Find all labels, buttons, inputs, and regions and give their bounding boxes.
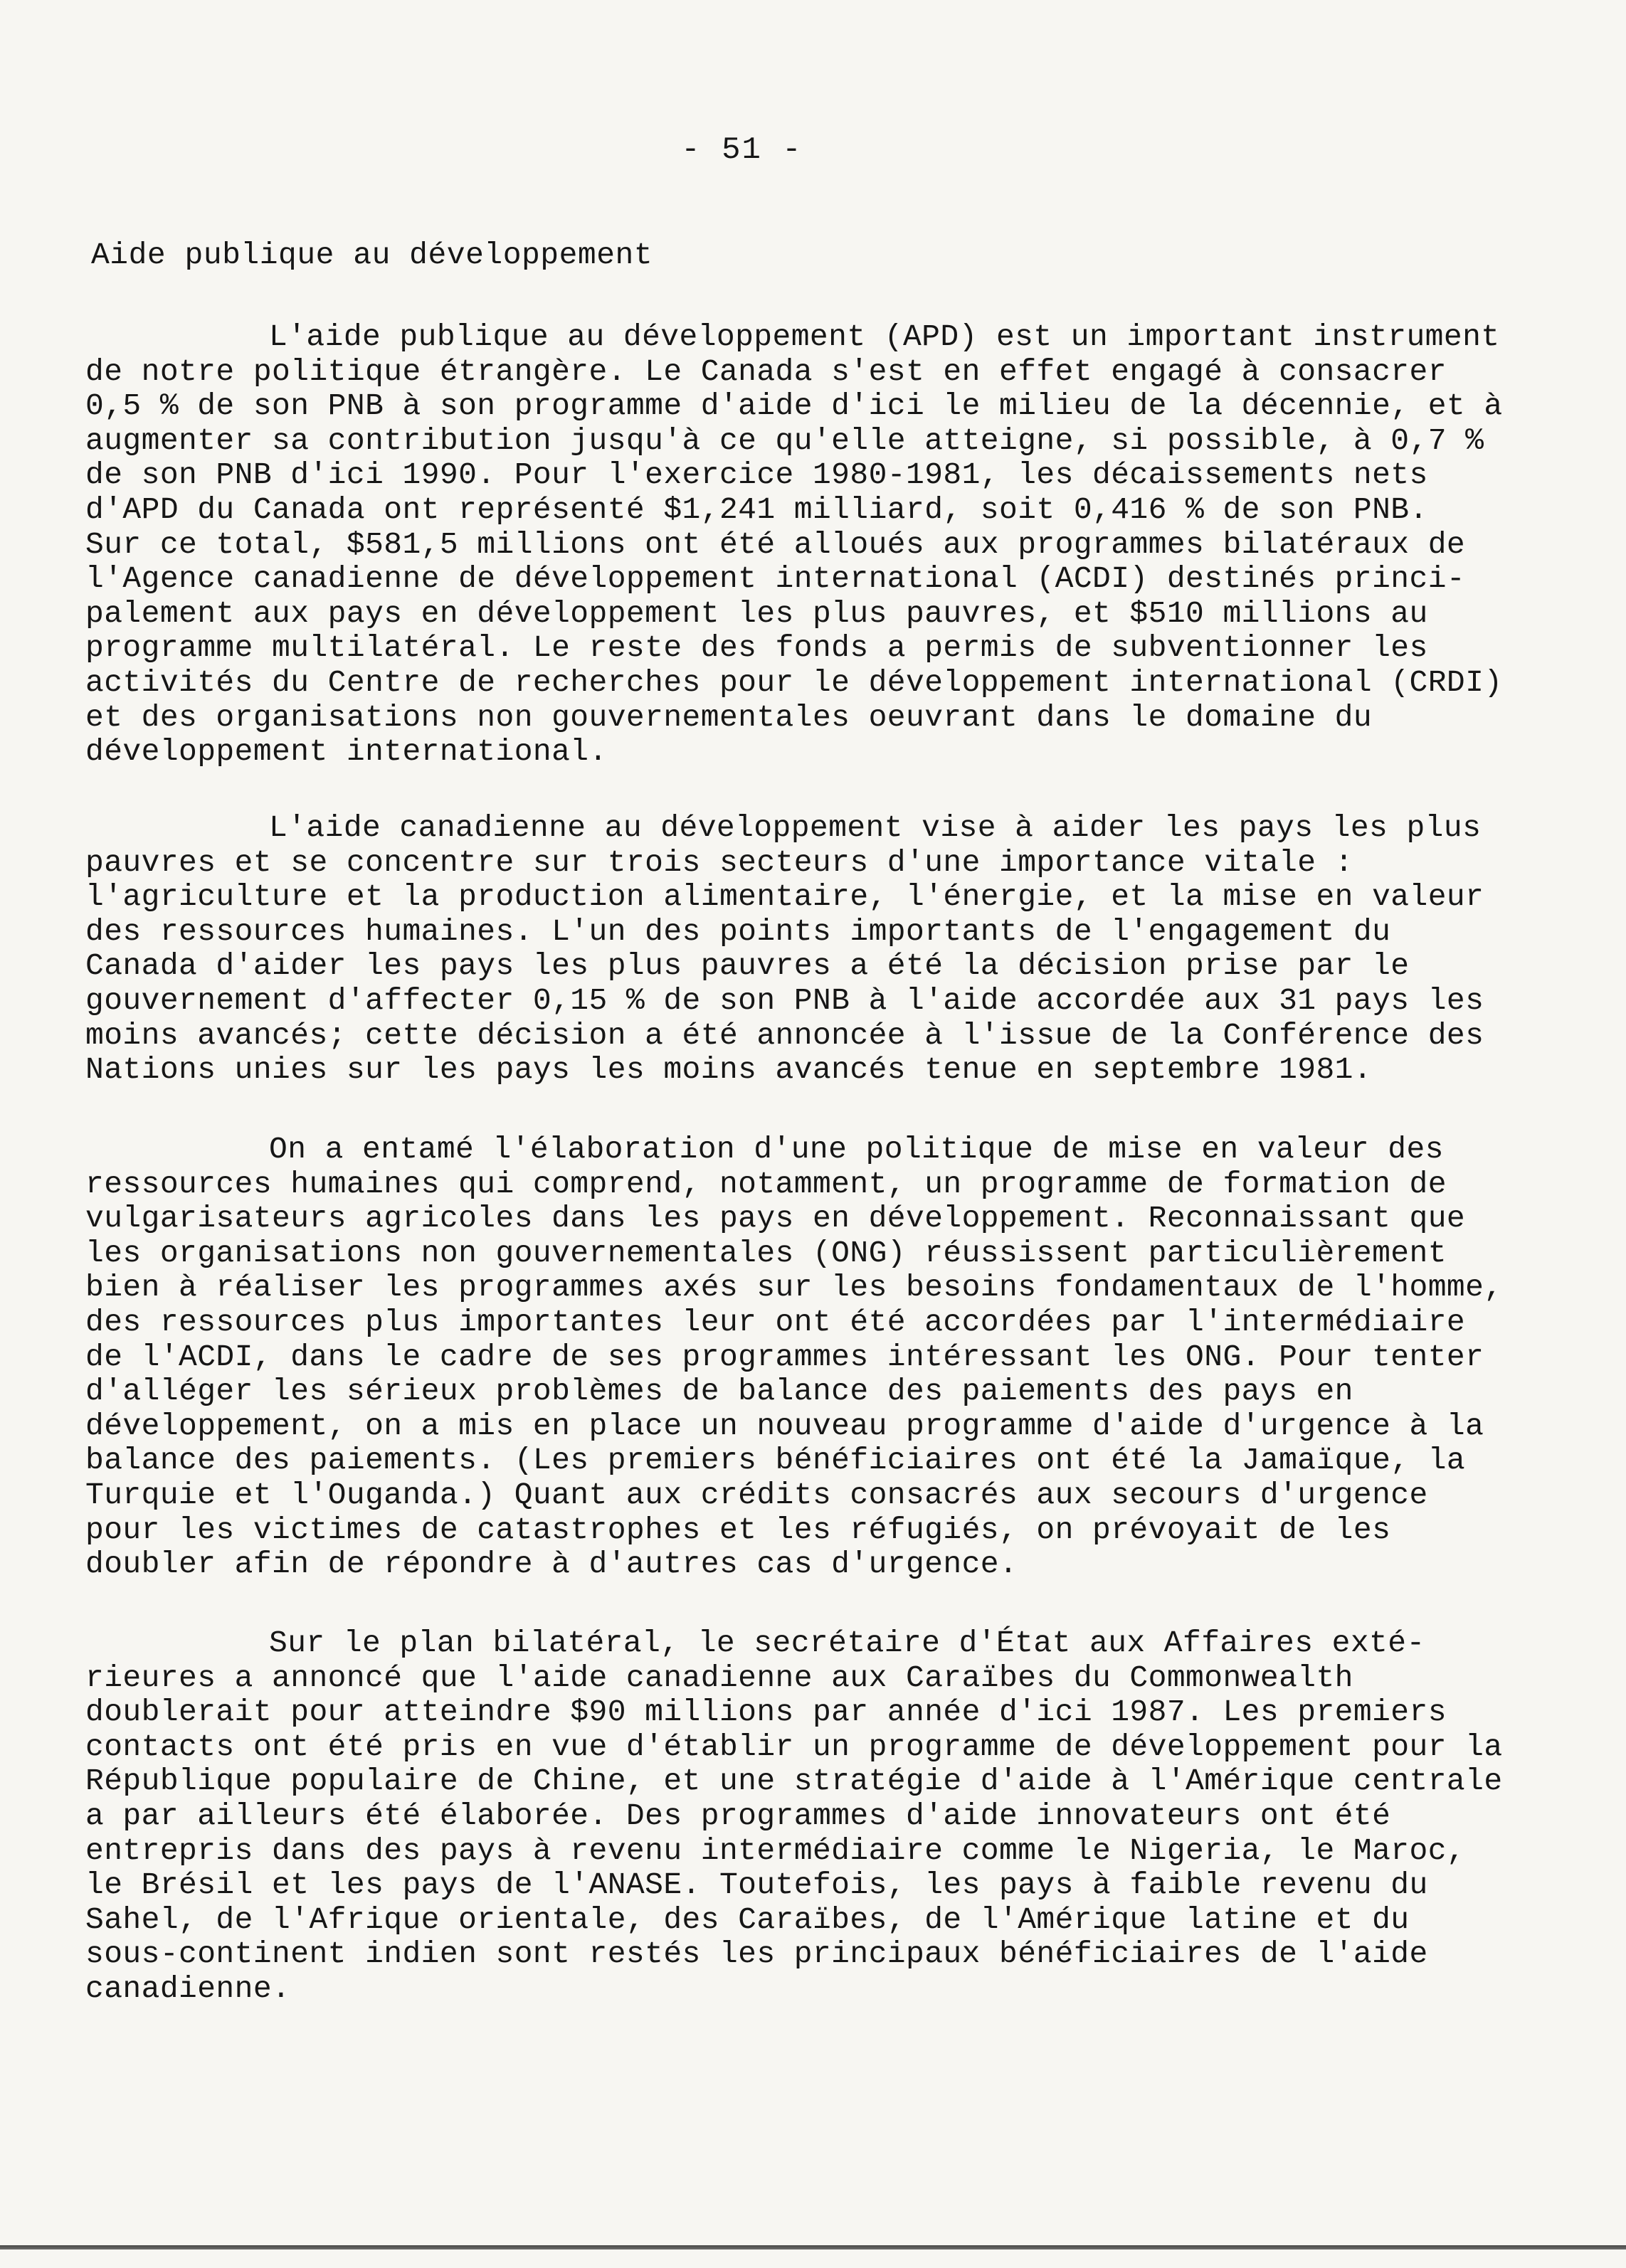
text-line: l'agriculture et la production alimentaire, l'énergie, et la mise en valeur — [85, 879, 1484, 915]
text-line: République populaire de Chine, et une stratégie d'aide à l'Amérique centrale — [85, 1764, 1503, 1799]
text-line: Canada d'aider les pays les plus pauvres a été la décision prise par le — [85, 948, 1410, 984]
text-line: Nations unies sur les pays les moins avancés tenue en septembre 1981. — [85, 1052, 1373, 1088]
text-line: développement, on a mis en place un nouveau programme d'aide d'urgence à la — [85, 1408, 1484, 1443]
text-line: rieures a annoncé que l'aide canadienne aux Caraïbes du Commonwealth — [85, 1660, 1353, 1695]
text-line: augmenter sa contribution jusqu'à ce qu'elle atteigne, si possible, à 0,7 % — [85, 423, 1484, 458]
text-line: On a entamé l'élaboration d'une politique de mise en valeur des — [269, 1132, 1444, 1167]
page-number: - 51 - — [681, 132, 803, 168]
text-line: vulgarisateurs agricoles dans les pays en développement. Reconnaissant que — [85, 1201, 1466, 1236]
text-line: ressources humaines qui comprend, notamment, un programme de formation de — [85, 1166, 1447, 1202]
text-line: entrepris dans des pays à revenu intermédiaire comme le Nigeria, le Maroc, — [85, 1833, 1466, 1868]
text-line: L'aide publique au développement (APD) est un important instrument — [269, 319, 1500, 354]
section-heading: Aide publique au développement — [91, 238, 653, 272]
text-line: des ressources plus importantes leur ont été accordées par l'intermédiaire — [85, 1304, 1466, 1340]
text-line: doubler afin de répondre à d'autres cas d'urgence. — [85, 1547, 1018, 1582]
text-line: de son PNB d'ici 1990. Pour l'exercice 1980-1981, les décaissements nets — [85, 457, 1428, 493]
paragraph-1 — [85, 319, 1503, 770]
text-line: pauvres et se concentre sur trois secteurs d'une importance vitale : — [85, 844, 1353, 880]
text-line: 0,5 % de son PNB à son programme d'aide d'ici le milieu de la décennie, et à — [85, 388, 1503, 424]
text-line: les organisations non gouvernementales (ONG) réussissent particulièrement — [85, 1235, 1447, 1271]
text-line: d'APD du Canada ont représenté $1,241 milliard, soit 0,416 % de son PNB. — [85, 492, 1428, 527]
text-line: pour les victimes de catastrophes et les réfugiés, on prévoyait de les — [85, 1512, 1391, 1547]
text-line: développement international. — [85, 734, 608, 770]
text-line: palement aux pays en développement les plus pauvres, et $510 millions au — [85, 595, 1428, 631]
text-line: doublerait pour atteindre $90 millions par année d'ici 1987. Les premiers — [85, 1695, 1447, 1730]
paragraph-2 — [85, 810, 1484, 1088]
text-line: a par ailleurs été élaborée. Des programmes d'aide innovateurs ont été — [85, 1798, 1391, 1833]
text-line: et des organisations non gouvernementales oeuvrant dans le domaine du — [85, 699, 1373, 735]
text-line: L'aide canadienne au développement vise à aider les pays les plus — [269, 810, 1482, 845]
text-line: Turquie et l'Ouganda.) Quant aux crédits consacrés aux secours d'urgence — [85, 1477, 1428, 1512]
text-line: balance des paiements. (Les premiers bénéficiaires ont été la Jamaïque, la — [85, 1443, 1466, 1478]
text-line: de l'ACDI, dans le cadre de ses programmes intéressant les ONG. Pour tenter — [85, 1339, 1484, 1374]
text-line: de notre politique étrangère. Le Canada s'est en effet engagé à consacrer — [85, 354, 1447, 389]
page-bottom-edge — [0, 2245, 1626, 2250]
text-line: bien à réaliser les programmes axés sur les besoins fondamentaux de l'homme, — [85, 1270, 1503, 1305]
text-line: l'Agence canadienne de développement international (ACDI) destinés princi- — [85, 561, 1466, 597]
text-line: moins avancés; cette décision a été annoncée à l'issue de la Conférence des — [85, 1017, 1484, 1053]
paragraph-4 — [85, 1626, 1503, 2007]
text-line: programme multilatéral. Le reste des fonds a permis de subventionner les — [85, 630, 1428, 666]
text-line: canadienne. — [85, 1971, 291, 2006]
text-line: activités du Centre de recherches pour le développement international (CRDI) — [85, 664, 1503, 700]
paragraph-3 — [85, 1132, 1503, 1582]
text-line: Sahel, de l'Afrique orientale, des Caraïbes, de l'Amérique latine et du — [85, 1902, 1410, 1937]
text-line: sous-continent indien sont restés les principaux bénéficiaires de l'aide — [85, 1936, 1428, 1972]
text-line: gouvernement d'affecter 0,15 % de son PNB à l'aide accordée aux 31 pays les — [85, 982, 1484, 1018]
text-line: d'alléger les sérieux problèmes de balance des paiements des pays en — [85, 1374, 1353, 1409]
text-line: le Brésil et les pays de l'ANASE. Toutefois, les pays à faible revenu du — [85, 1867, 1428, 1903]
text-line: Sur ce total, $581,5 millions ont été alloués aux programmes bilatéraux de — [85, 526, 1466, 562]
text-line: contacts ont été pris en vue d'établir un programme de développement pour la — [85, 1729, 1503, 1764]
text-line: Sur le plan bilatéral, le secrétaire d'État aux Affaires exté- — [269, 1626, 1425, 1660]
text-line: des ressources humaines. L'un des points importants de l'engagement du — [85, 913, 1391, 949]
